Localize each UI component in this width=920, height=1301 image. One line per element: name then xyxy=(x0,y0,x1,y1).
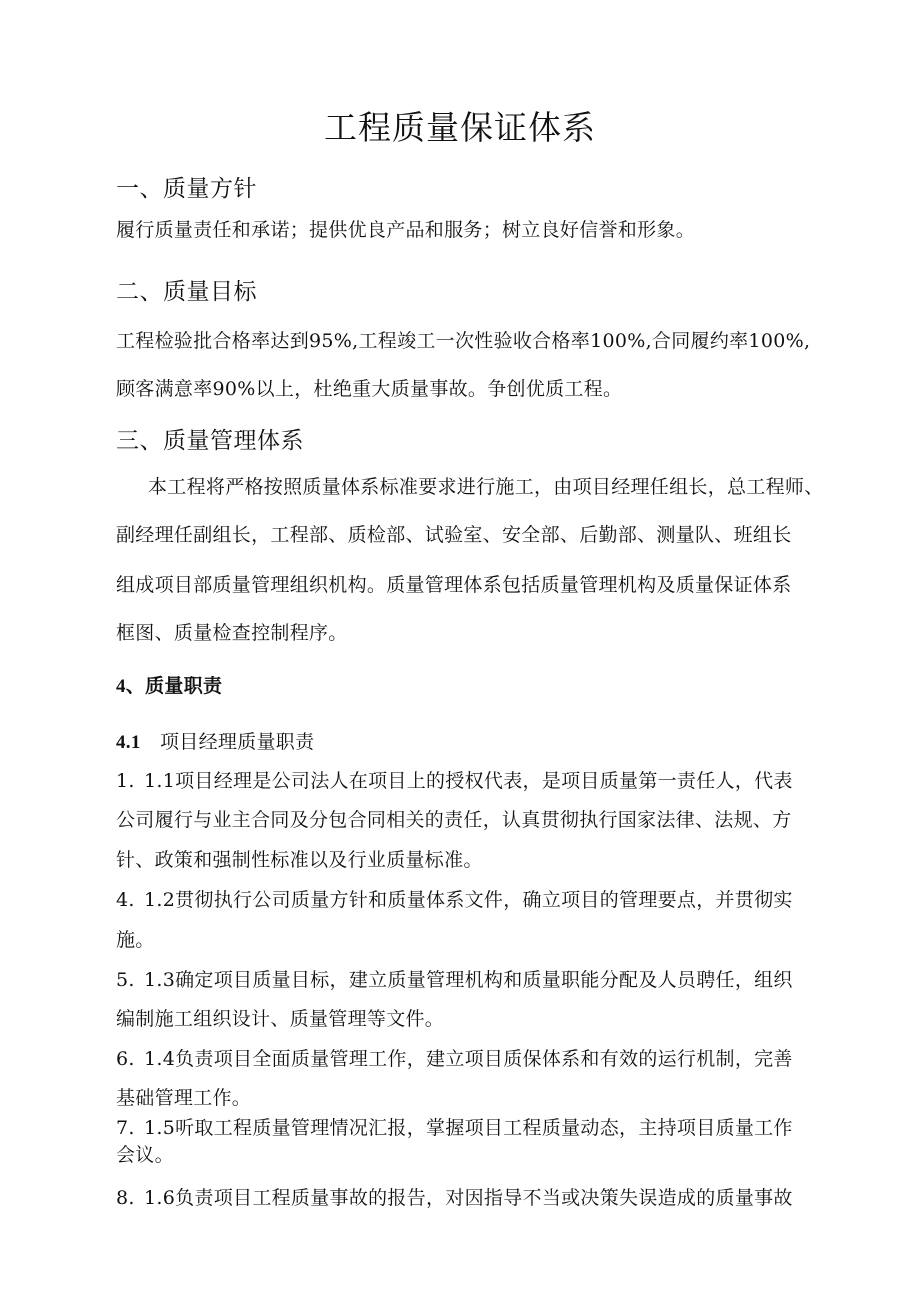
quality-goals-line-1: 工程检验批合格率达到95%,工程竣工一次性验收合格率100%,合同履约率100%, xyxy=(116,330,811,352)
list-item-text: 1.5听取工程质量管理情况汇报，掌握项目工程质量动态，主持项目质量工作 xyxy=(144,1117,793,1139)
quality-goals-line-2: 顾客满意率90%以上，杜绝重大质量事故。争创优质工程。 xyxy=(116,378,623,400)
list-item-continuation: 针、政策和强制性标准以及行业质量标准。 xyxy=(116,849,483,871)
list-item-continuation: 公司履行与业主合同及分包合同相关的责任，认真贯彻执行国家法律、法规、方 xyxy=(116,809,792,831)
list-item-number: 5. xyxy=(116,969,135,991)
section-heading-quality-system: 三、质量管理体系 xyxy=(116,428,304,454)
list-item xyxy=(116,885,793,912)
section-heading-quality-duties xyxy=(116,671,222,698)
list-item-number: 4. xyxy=(116,889,135,911)
quality-system-line-3: 组成项目部质量管理组织机构。质量管理体系包括质量管理机构及质量保证体系 xyxy=(116,574,792,596)
list-item-continuation: 会议。 xyxy=(116,1144,174,1166)
quality-system-line-4: 框图、质量检查控制程序。 xyxy=(116,622,348,644)
subsection-4-1 xyxy=(116,727,314,754)
list-item-number: 1. xyxy=(116,770,135,792)
list-item-text: 1.6负责项目工程质量事故的报告，对因指导不当或决策失误造成的质量事故 xyxy=(144,1187,793,1209)
section-heading-quality-policy: 一、质量方针 xyxy=(116,176,257,202)
list-item-number: 8. xyxy=(116,1187,135,1209)
quality-system-line-1: 本工程将严格按照质量体系标准要求进行施工，由项目经理任组长，总工程师、 xyxy=(148,476,824,498)
list-item-text: 1.2贯彻执行公司质量方针和质量体系文件，确立项目的管理要点，并贯彻实 xyxy=(144,889,793,911)
list-item xyxy=(116,766,793,793)
document-title: 工程质量保证体系 xyxy=(324,108,596,147)
list-item-number: 6. xyxy=(116,1048,135,1070)
subsection-number: 4.1 xyxy=(116,732,141,753)
list-item xyxy=(116,1044,793,1071)
list-item xyxy=(116,965,793,992)
list-item-text: 1.4负责项目全面质量管理工作，建立项目质保体系和有效的运行机制，完善 xyxy=(144,1048,793,1070)
list-item-continuation: 施。 xyxy=(116,929,155,951)
list-item-text: 1.3确定项目质量目标，建立质量管理机构和质量职能分配及人员聘任，组织 xyxy=(144,969,793,991)
section-4-heading: 4、质量职责 xyxy=(116,676,223,697)
quality-system-line-2: 副经理任副组长，工程部、质检部、试验室、安全部、后勤部、测量队、班组长 xyxy=(116,524,792,546)
list-item-continuation: 编制施工组织设计、质量管理等文件。 xyxy=(116,1008,445,1030)
quality-policy-text: 履行质量责任和承诺；提供优良产品和服务；树立良好信誉和形象。 xyxy=(116,219,696,241)
section-heading-quality-goals: 二、质量目标 xyxy=(116,279,257,305)
list-item-continuation: 基础管理工作。 xyxy=(116,1087,252,1109)
list-item xyxy=(116,1113,793,1140)
list-item-text: 1.1项目经理是公司法人在项目上的授权代表，是项目质量第一责任人，代表 xyxy=(144,770,793,792)
subsection-title: 项目经理质量职责 xyxy=(160,731,315,753)
list-item xyxy=(116,1183,793,1210)
list-item-number: 7. xyxy=(116,1117,135,1139)
